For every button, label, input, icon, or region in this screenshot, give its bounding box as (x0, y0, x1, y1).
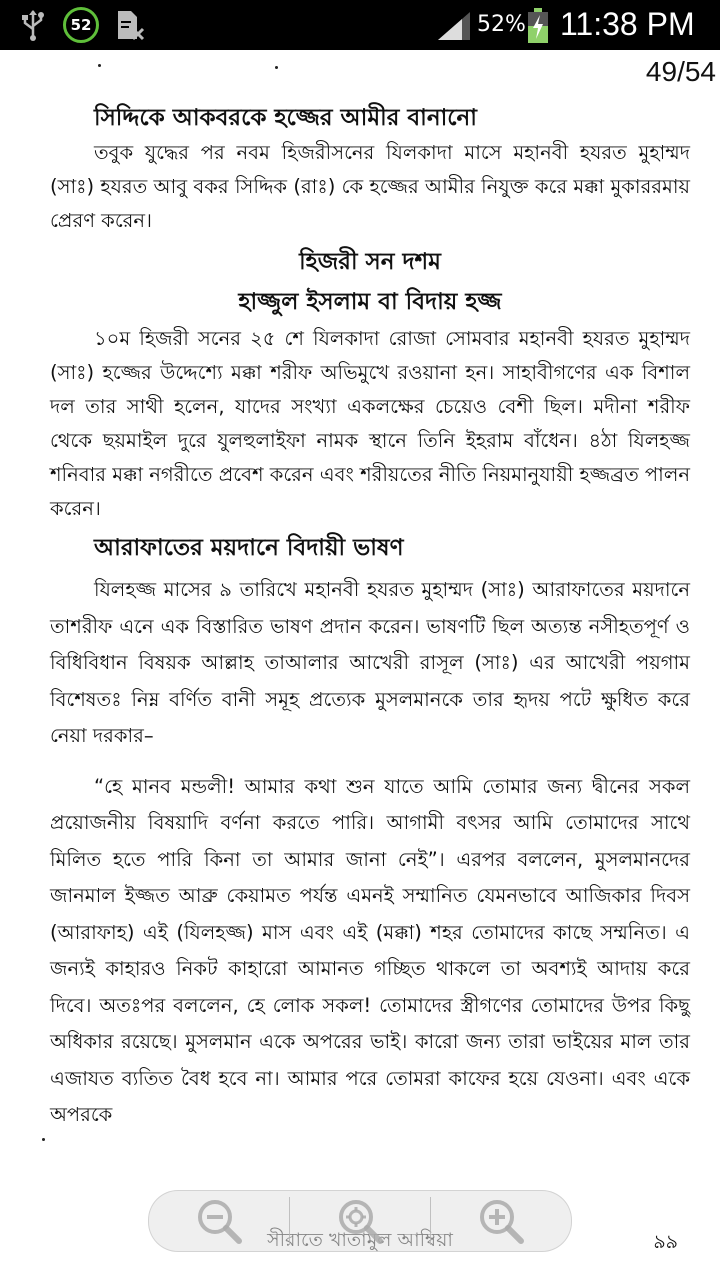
status-bar (0, 0, 720, 50)
page-counter: 49/54 (645, 56, 716, 87)
zoom-fit-icon (336, 1197, 384, 1245)
scan-speck (275, 66, 278, 69)
download-progress-icon: 52 (63, 7, 99, 43)
usb-icon (20, 9, 46, 41)
section-heading: সিদ্দিকে আকবরকে হজ্জের আমীর বানানো (94, 105, 477, 131)
book-page-number: ৯৯ (653, 1231, 678, 1253)
zoom-out-icon (195, 1197, 243, 1245)
paragraph: তবুক যুদ্ধের পর নবম হিজরীসনের যিলকাদা মাসে মহানবী হযরত মুহাম্মদ (সাঃ) হযরত আবু বকর সিদ্দিক (রাঃ) কে হজ্জের আমীর নিযুক্ত করে মক্কা মুকাররমায় প্রেরণ করেন। (50, 141, 690, 232)
zoom-out-button[interactable] (149, 1191, 289, 1251)
page-content (50, 100, 690, 1134)
document-icon (115, 9, 145, 41)
scan-speck (42, 1138, 45, 1141)
clock: 11:38 PM (560, 6, 695, 42)
paragraph: ১০ম হিজরী সনের ২৫ শে যিলকাদা রোজা সোমবার মহানবী হযরত মুহাম্মদ (সাঃ) হজ্জের উদ্দেশ্যে মক্কা শরীফ অভিমুখে রওয়ানা হন। সাহাবীগণের এক বিশাল দল তার সাথী হলেন, যাদের সংখ্যা একলক্ষের চেয়েও বেশী ছিল। মদীনা শরীফ থেকে ছয়মাইল দুরে যুলহুলাইফা নামক স্থানে তিনি ইহরাম বাঁধেন। ৪ঠা যিলহজ্জ শনিবার মক্কা নগরীতে প্রবেশ করেন এবং শরীয়তের নীতি নিয়মানুযায়ী হজ্জব্রত পালন করেন। (50, 327, 690, 520)
section-heading: হাজ্জুল ইসলাম বা বিদায় হজ্জ (238, 289, 502, 315)
zoom-controls (148, 1190, 572, 1252)
paragraph: “হে মানব মন্ডলী! আমার কথা শুন যাতে আমি তোমার জন্য দ্বীনের সকল প্রয়োজনীয় বিষয়াদি বর্ণনা করতে পারি। আগামী বৎসর আমি তোমাদের সাথে মিলিত হতে পারি কিনা তা আমার জানা নেই”। এরপর বললেন, মুসলমানদের জানমাল ইজ্জত আব্রু কেয়ামত পর্যন্ত এমনই সম্মানিত যেমনভাবে আজিকার দিবস (আরাফাহ) এই (যিলহজ্জ) মাস এবং এই (মক্কা) শহর তোমাদের কাছে সম্মনিত। এ জন্যই কাহারও নিকট কাহারো আমানত গচ্ছিত থাকলে তা অবশ্যই আদায় করে দিবে। অতঃপর বললেন, হে লোক সকল! তোমাদের স্ত্রীগণের তোমাদের উপর কিছু অধিকার রয়েছে। মুসলমান একে অপরের ভাই। কারো জন্য তারা ভাইয়ের মাল তার এজাযত ব্যতিত বৈধ হবে না। আমার পরে তোমরা কাফের হয়ে যেওনা। এবং একে অপরকে (50, 774, 690, 1126)
section-heading: হিজরী সন দশম (299, 249, 441, 275)
scan-speck (98, 64, 101, 67)
section-heading: আরাফাতের ময়দানে বিদায়ী ভাষণ (94, 535, 404, 561)
battery-percent: 52% (477, 12, 526, 37)
zoom-fit-button[interactable] (290, 1191, 430, 1251)
zoom-in-icon (477, 1197, 525, 1245)
signal-icon (436, 10, 472, 42)
zoom-in-button[interactable] (431, 1191, 571, 1251)
paragraph: যিলহজ্জ মাসের ৯ তারিখে মহানবী হযরত মুহাম্মদ (সাঃ) আরাফাতের ময়দানে তাশরীফ এনে এক বিস্তারিত ভাষণ প্রদান করেন। ভাষণটি ছিল অত্যন্ত নসীহতপূর্ণ ও বিধিবিধান বিষয়ক আল্লাহ তাআলার আখেরী রাসূল (সাঃ) এর আখেরী পয়গাম বিশেষতঃ নিম্ন বর্ণিত বানী সমূহ প্রত্যেক মুসলমানকে তার হৃদয় পটে ক্ষুধিত করে নেয়া দরকার– (50, 578, 690, 747)
battery-charging-icon (527, 8, 549, 44)
